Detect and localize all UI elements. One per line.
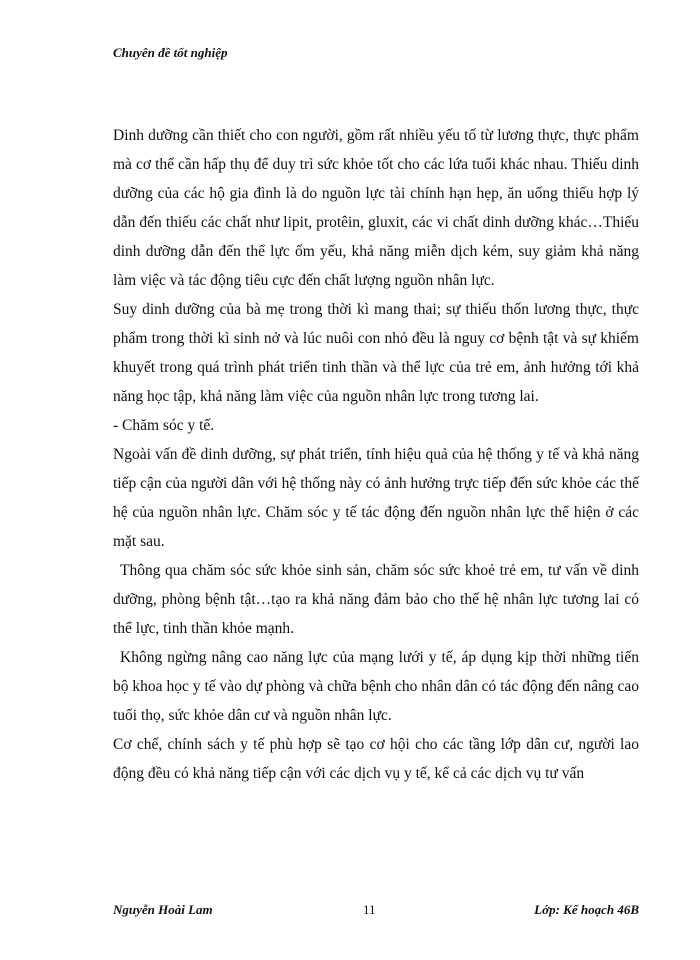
footer-class-label: Lớp: Kế hoạch 46B: [534, 902, 639, 917]
section-heading-health-care: - Chăm sóc y tế.: [113, 417, 215, 434]
footer-page-number: 11: [363, 902, 376, 917]
page-header-title: Chuyên đề tốt nghiệp: [113, 45, 228, 60]
paragraph-health-policy: Cơ chế, chính sách y tế phù hợp sẽ tạo cơ hội cho các tầng lớp dân cư, người lao động đều có khả năng tiếp cận với các dịch vụ y tế, kể cả các dịch vụ tư vấn: [113, 736, 639, 782]
footer-author: Nguyễn Hoài Lam: [113, 902, 213, 917]
paragraph-health-network: Không ngừng nâng cao năng lực của mạng lưới y tế, áp dụng kịp thời những tiến bộ khoa học y tế vào dự phòng và chữa bệnh cho nhân dân có tác động đến nâng cao tuổi thọ, sức khỏe dân cư và nguồn nhân lực.: [113, 649, 639, 724]
page-footer: [113, 902, 639, 922]
document-body: [113, 121, 639, 788]
paragraph-health-system: Ngoài vấn đề dinh dưỡng, sự phát triển, tính hiệu quả của hệ thống y tế và khả năng tiếp cận của người dân với hệ thống này có ảnh hưởng trực tiếp đến sức khỏe các thế hệ của nguồn nhân lực. Chăm sóc y tế tác động đến nguồn nhân lực thể hiện ở các mặt sau.: [113, 446, 639, 550]
paragraph-maternal-malnutrition: Suy dinh dưỡng của bà mẹ trong thời kì mang thai; sự thiếu thốn lương thực, thực phẩm trong thời kì sinh nở và lúc nuôi con nhỏ đều là nguy cơ bệnh tật và sự khiếm khuyết trong quá trình phát triển tinh thần và thể lực của trẻ em, ảnh hưởng tới khả năng học tập, khả năng làm việc của nguồn nhân lực trong tương lai.: [113, 301, 639, 405]
paragraph-nutrition: Dinh dưỡng cần thiết cho con người, gồm rất nhiều yếu tố từ lương thực, thực phẩm mà cơ thể cần hấp thụ để duy trì sức khỏe tốt cho các lứa tuổi khác nhau. Thiếu dinh dưỡng của các hộ gia đình là do nguồn lực tài chính hạn hẹp, ăn uống thiếu hợp lý dẫn đến thiếu các chất như lipit, protêin, gluxit, các vi chất dinh dưỡng khác…Thiếu dinh dưỡng dẫn đến thể lực ốm yếu, khả năng miễn dịch kém, suy giảm khả năng làm việc và tác động tiêu cực đến chất lượng nguồn nhân lực.: [113, 127, 639, 289]
paragraph-reproductive-health: Thông qua chăm sóc sức khỏe sinh sản, chăm sóc sức khoẻ trẻ em, tư vấn về dinh dưỡng, phòng bệnh tật…tạo ra khả năng đảm bảo cho thế hệ nhân lực tương lai có thể lực, tinh thần khỏe mạnh.: [113, 562, 639, 637]
